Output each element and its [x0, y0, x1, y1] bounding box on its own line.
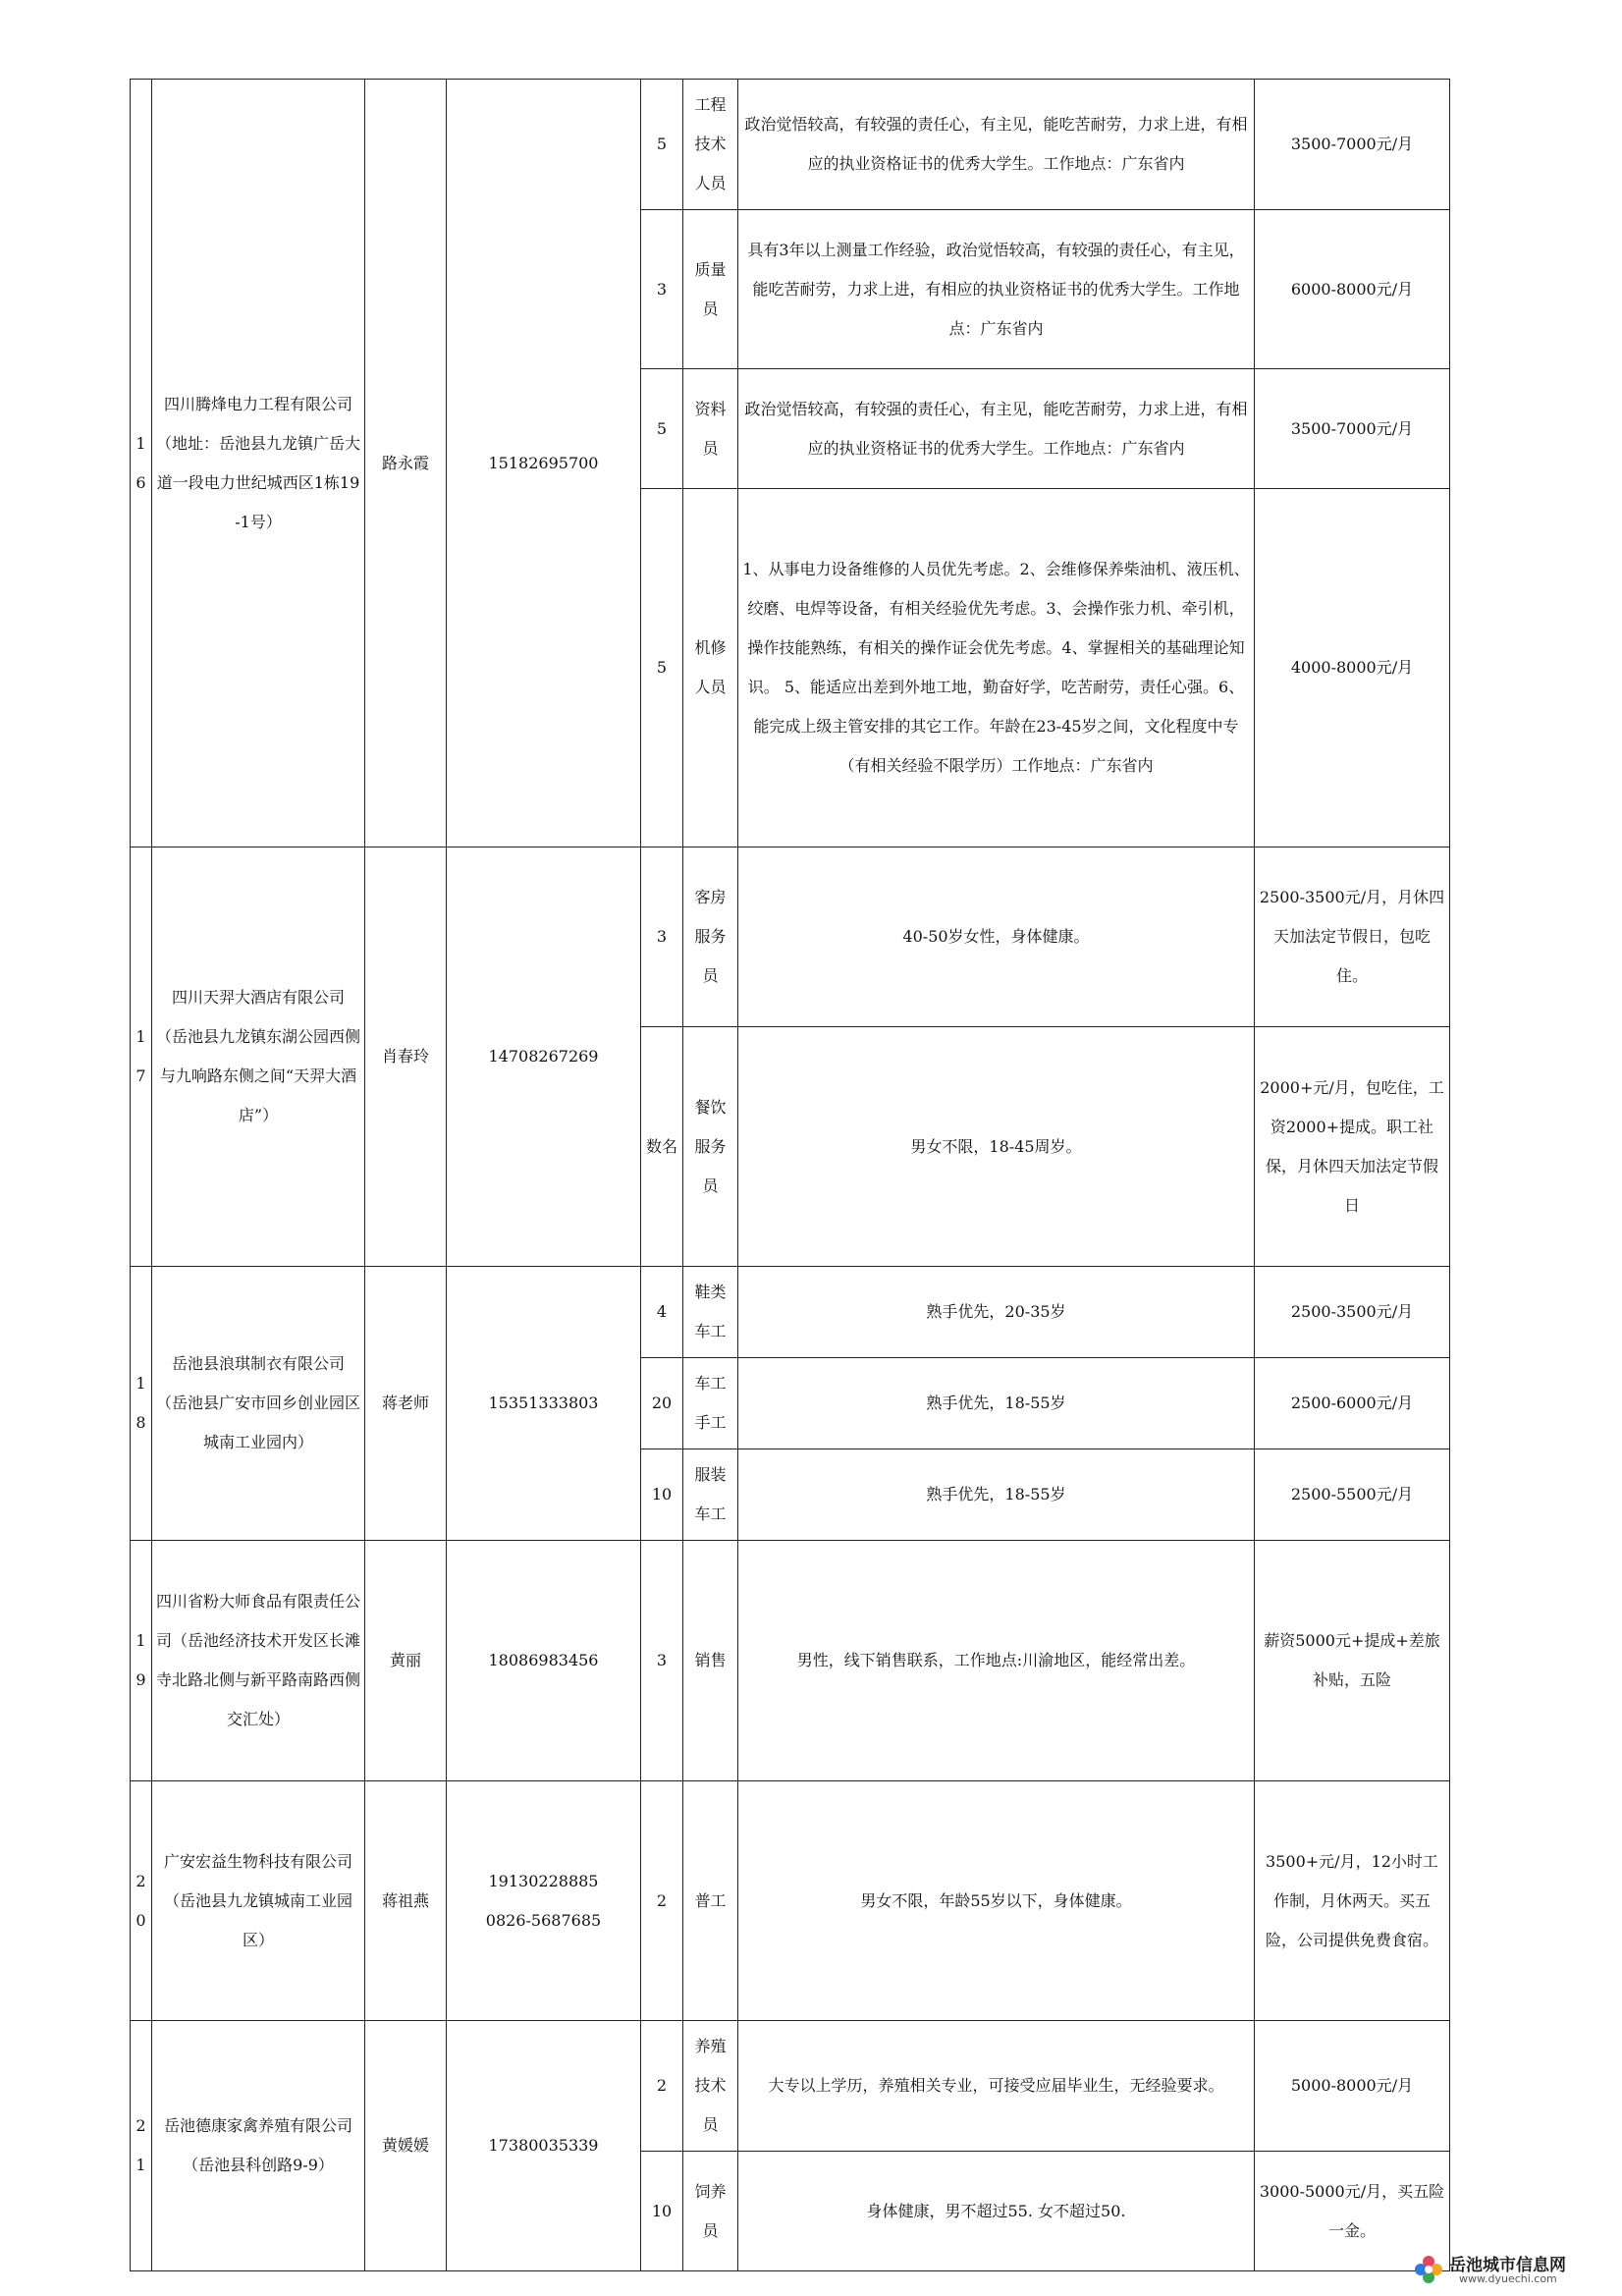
company-name: 四川天羿大酒店有限公司: [171, 988, 345, 1007]
table-row: [131, 1781, 1450, 2021]
job-salary: 4000-8000元/月: [1255, 489, 1450, 847]
job-count: 5: [641, 80, 683, 210]
company-name: 岳池德康家禽养殖有限公司: [163, 2116, 352, 2135]
job-salary: 2500-6000元/月: [1255, 1358, 1450, 1449]
job-requirements: 具有3年以上测量工作经验，政治觉悟较高，有较强的责任心，有主见，能吃苦耐劳，力求上进，有相应的执业资格证书的优秀大学生。工作地点：广东省内: [738, 210, 1255, 369]
job-count: 数名: [641, 1027, 683, 1267]
row-number: 19: [131, 1541, 152, 1781]
job-count: 10: [641, 2152, 683, 2271]
company-address: （岳池县九龙镇城南工业园区）: [163, 1890, 352, 1949]
logo-name: 岳池城市信息网: [1449, 2256, 1566, 2275]
company-name: 岳池县浪琪制衣有限公司: [171, 1354, 345, 1373]
company-name: 广安宏益生物科技有限公司: [163, 1851, 352, 1871]
job-count: 5: [641, 369, 683, 489]
recruitment-table: [130, 79, 1450, 2271]
row-number: 17: [131, 847, 152, 1267]
job-requirements: 身体健康，男不超过55. 女不超过50.: [738, 2152, 1255, 2271]
job-title: 车工手工: [683, 1358, 738, 1449]
job-count: 3: [641, 1541, 683, 1781]
job-requirements: 男性，线下销售联系，工作地点:川渝地区，能经常出差。: [738, 1541, 1255, 1781]
job-salary: 3500+元/月，12小时工作制，月休两天。买五险，公司提供免费食宿。: [1255, 1781, 1450, 2021]
company-cell: [152, 1541, 365, 1781]
table-row: [131, 1541, 1450, 1781]
company-cell: [152, 80, 365, 847]
phone-number: 15182695700: [488, 453, 599, 472]
contact-name: 黄媛媛: [365, 2021, 447, 2271]
row-number: 18: [131, 1267, 152, 1541]
job-requirements: 男女不限，18-45周岁。: [738, 1027, 1255, 1267]
company-cell: [152, 1781, 365, 2021]
job-count: 2: [641, 2021, 683, 2152]
logo-flower-icon: [1412, 2253, 1445, 2286]
job-title: 销售: [683, 1541, 738, 1781]
phone-number: 18086983456: [488, 1651, 599, 1669]
job-requirements: 熟手优先，18-55岁: [738, 1358, 1255, 1449]
job-title: 服装车工: [683, 1449, 738, 1541]
company-cell: [152, 1267, 365, 1541]
company-address: （岳池县广安市回乡创业园区城南工业园内）: [156, 1394, 361, 1451]
row-number: 16: [131, 80, 152, 847]
job-count: 2: [641, 1781, 683, 2021]
job-requirements: 大专以上学历，养殖相关专业，可接受应届毕业生，无经验要求。: [738, 2021, 1255, 2152]
contact-phone: [447, 1781, 641, 2021]
job-count: 3: [641, 847, 683, 1027]
company-name: 四川省粉大师食品有限责任公司（岳池经济技术开发区长滩寺北路北侧与新平路南路西侧交汇处）: [156, 1592, 361, 1728]
table-row: [131, 2021, 1450, 2152]
job-salary: 5000-8000元/月: [1255, 2021, 1450, 2152]
company-cell: [152, 2021, 365, 2271]
contact-name: 蒋祖燕: [365, 1781, 447, 2021]
contact-phone: [447, 2021, 641, 2271]
job-title: 饲养员: [683, 2152, 738, 2271]
phone-number: 0826-5687685: [485, 1910, 602, 1930]
job-requirements: 政治觉悟较高，有较强的责任心，有主见，能吃苦耐劳，力求上进，有相应的执业资格证书的优秀大学生。工作地点：广东省内: [738, 369, 1255, 489]
job-salary: 6000-8000元/月: [1255, 210, 1450, 369]
contact-phone: [447, 847, 641, 1267]
contact-name: 黄丽: [365, 1541, 447, 1781]
job-requirements: 熟手优先，18-55岁: [738, 1449, 1255, 1541]
job-requirements: 40-50岁女性，身体健康。: [738, 847, 1255, 1027]
row-number: 21: [131, 2021, 152, 2271]
contact-name: 蒋老师: [365, 1267, 447, 1541]
job-title: 鞋类车工: [683, 1267, 738, 1358]
row-number: 20: [131, 1781, 152, 2021]
job-salary: 2000+元/月，包吃住，工资2000+提成。职工社保，月休四天加法定节假日: [1255, 1027, 1450, 1267]
job-salary: 3000-5000元/月，买五险一金。: [1255, 2152, 1450, 2271]
job-title: 质量员: [683, 210, 738, 369]
job-count: 3: [641, 210, 683, 369]
job-salary: 2500-5500元/月: [1255, 1449, 1450, 1541]
job-count: 5: [641, 489, 683, 847]
company-address: （地址：岳池县九龙镇广岳大道一段电力世纪城西区1栋19-1号）: [156, 433, 361, 531]
job-requirements: 1、从事电力设备维修的人员优先考虑。2、会维修保养柴油机、液压机、绞磨、电焊等设备，有相关经验优先考虑。3、会操作张力机、牵引机，操作技能熟练，有相关的操作证会优先考虑。4、掌握相关的基础理论知识。 5、能适应出差到外地工地，勤奋好学，吃苦耐劳，责任心强。6、能完成上级主管安排的其它工作。年龄在23-45岁之间，文化程度中专（有相关经验不限学历）工作地点：广东省内: [738, 489, 1255, 847]
table-row: [131, 847, 1450, 1027]
contact-phone: [447, 1541, 641, 1781]
company-cell: [152, 847, 365, 1267]
job-requirements: 熟手优先，20-35岁: [738, 1267, 1255, 1358]
job-requirements: 政治觉悟较高，有较强的责任心，有主见，能吃苦耐劳，力求上进，有相应的执业资格证书的优秀大学生。工作地点：广东省内: [738, 80, 1255, 210]
phone-number: 17380035339: [488, 2136, 599, 2155]
phone-number: 14708267269: [488, 1047, 599, 1066]
job-salary: 2500-3500元/月: [1255, 1267, 1450, 1358]
phone-number: 15351333803: [488, 1394, 599, 1412]
phone-number: 19130228885: [488, 1871, 599, 1890]
table-row: [131, 80, 1450, 210]
job-salary: 3500-7000元/月: [1255, 369, 1450, 489]
job-title: 普工: [683, 1781, 738, 2021]
table-row: [131, 1267, 1450, 1358]
job-salary: 3500-7000元/月: [1255, 80, 1450, 210]
job-title: 机修人员: [683, 489, 738, 847]
contact-name: 肖春玲: [365, 847, 447, 1267]
job-count: 4: [641, 1267, 683, 1358]
company-address: （岳池县九龙镇东湖公园西侧与九响路东侧之间“天羿大酒店”）: [156, 1027, 361, 1124]
job-title: 客房服务员: [683, 847, 738, 1027]
contact-name: 路永霞: [365, 80, 447, 847]
job-salary: 薪资5000元+提成+差旅补贴，五险: [1255, 1541, 1450, 1781]
contact-phone: [447, 80, 641, 847]
job-title: 工程技术人员: [683, 80, 738, 210]
logo-url: www.dyuechi.com: [1459, 2272, 1557, 2285]
job-title: 养殖技术员: [683, 2021, 738, 2152]
company-address: （岳池县科创路9-9）: [183, 2156, 334, 2174]
job-title: 餐饮服务员: [683, 1027, 738, 1267]
job-requirements: 男女不限，年龄55岁以下，身体健康。: [738, 1781, 1255, 2021]
job-count: 10: [641, 1449, 683, 1541]
site-logo[interactable]: [1412, 2251, 1608, 2290]
company-name: 四川腾烽电力工程有限公司: [163, 394, 352, 413]
job-title: 资料员: [683, 369, 738, 489]
job-count: 20: [641, 1358, 683, 1449]
contact-phone: [447, 1267, 641, 1541]
job-salary: 2500-3500元/月，月休四天加法定节假日，包吃住。: [1255, 847, 1450, 1027]
